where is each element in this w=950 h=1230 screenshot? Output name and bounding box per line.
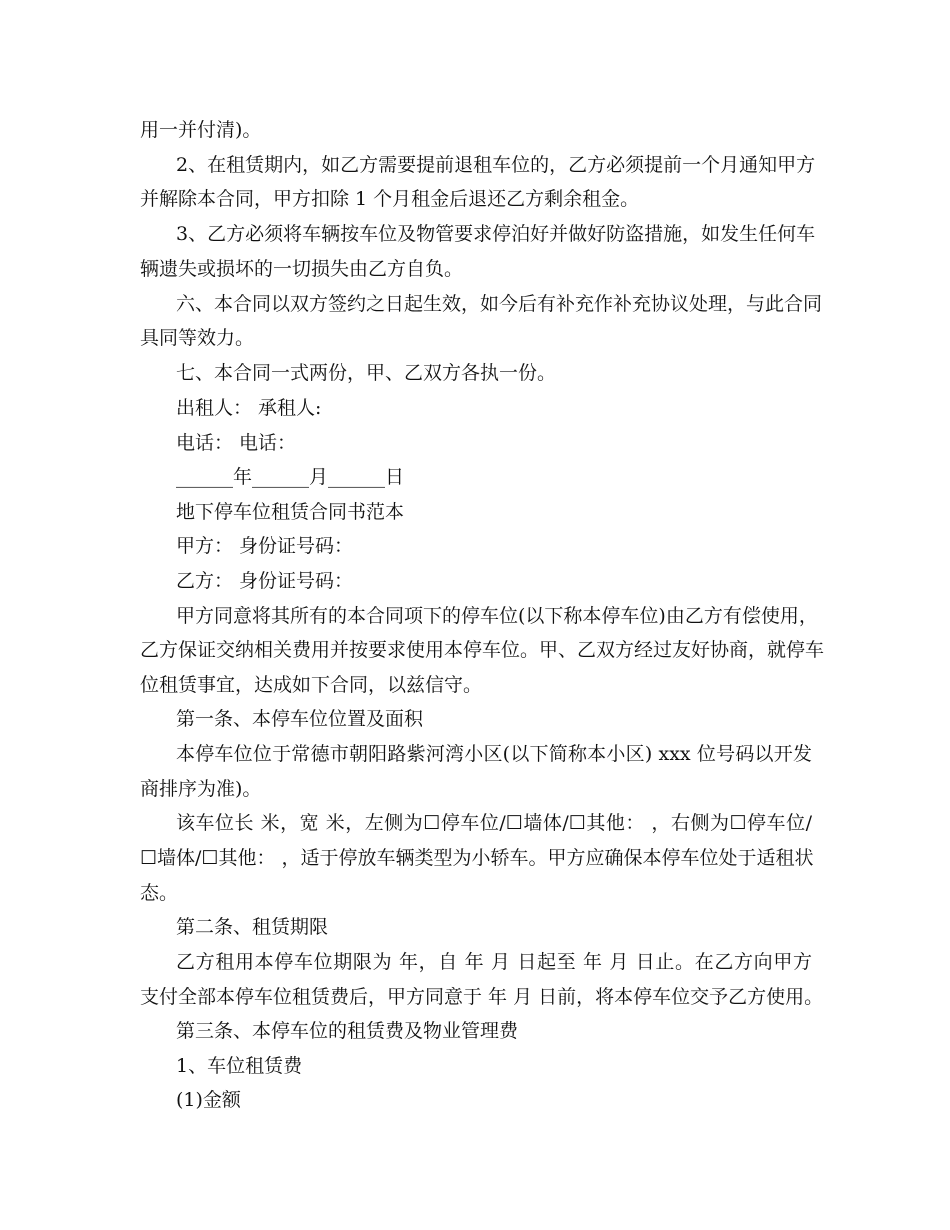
article-1-line-2: 商排序为准)。	[140, 778, 262, 800]
space-size-line-3: 态。	[140, 882, 179, 904]
article-3-heading: 第三条、本停车位的租赁费及物业管理费	[176, 1020, 519, 1042]
article-6-line-2: 具同等效力。	[140, 327, 255, 349]
article-7: 七、本合同一式两份，甲、乙双方各执一份。	[176, 362, 557, 384]
amount-item: (1)金额	[176, 1089, 241, 1111]
party-b-line: 乙方： 身份证号码：	[176, 570, 354, 592]
party-a-line: 甲方： 身份证号码：	[176, 535, 354, 557]
article-1-line-1: 本停车位位于常德市朝阳路紫河湾小区(以下简称本小区) xxx 位号码以开发	[176, 743, 812, 765]
space-size-line-1: 该车位长 米，宽 米，左侧为☐停车位/☐墙体/☐其他： ，右侧为☐停车位/	[176, 812, 812, 834]
signature-date: ______年______月______日	[176, 466, 405, 488]
article-2-heading: 第二条、租赁期限	[176, 916, 329, 938]
lease-term-line-1: 乙方租用本停车位期限为 年，自 年 月 日起至 年 月 日止。在乙方向甲方	[176, 951, 812, 973]
clause-2-line-1: 2、在租赁期内，如乙方需要提前退租车位的，乙方必须提前一个月通知甲方	[176, 154, 816, 176]
preamble-line-3: 位租赁事宜，达成如下合同，以兹信守。	[140, 674, 483, 696]
lease-term-line-2: 支付全部本停车位租赁费后，甲方同意于 年 月 日前，将本停车位交予乙方使用。	[140, 986, 824, 1008]
signature-phones: 电话： 电话：	[176, 432, 297, 454]
contract-title: 地下停车位租赁合同书范本	[176, 501, 405, 523]
article-1-heading: 第一条、本停车位位置及面积	[176, 708, 424, 730]
clause-3-line-1: 3、乙方必须将车辆按车位及物管要求停泊好并做好防盗措施，如发生任何车	[176, 223, 816, 245]
clause-3-line-2: 辆遗失或损坏的一切损失由乙方自负。	[140, 258, 464, 280]
article-6-line-1: 六、本合同以双方签约之日起生效，如今后有补充作补充协议处理，与此合同	[176, 293, 823, 315]
text-line-continuation: 用一并付清)。	[140, 119, 262, 141]
rent-subheading: 1、车位租赁费	[176, 1055, 303, 1077]
preamble-line-2: 乙方保证交纳相关费用并按要求使用本停车位。甲、乙双方经过友好协商，就停车	[140, 639, 825, 661]
signature-parties: 出租人： 承租人:	[176, 397, 322, 419]
space-size-line-2: ☐墙体/☐其他： ，适于停放车辆类型为小轿车。甲方应确保本停车位处于适租状	[140, 847, 814, 869]
clause-2-line-2: 并解除本合同，甲方扣除 1 个月租金后退还乙方剩余租金。	[140, 188, 640, 210]
preamble-line-1: 甲方同意将其所有的本合同项下的停车位(以下称本停车位)由乙方有偿使用，	[176, 605, 818, 627]
